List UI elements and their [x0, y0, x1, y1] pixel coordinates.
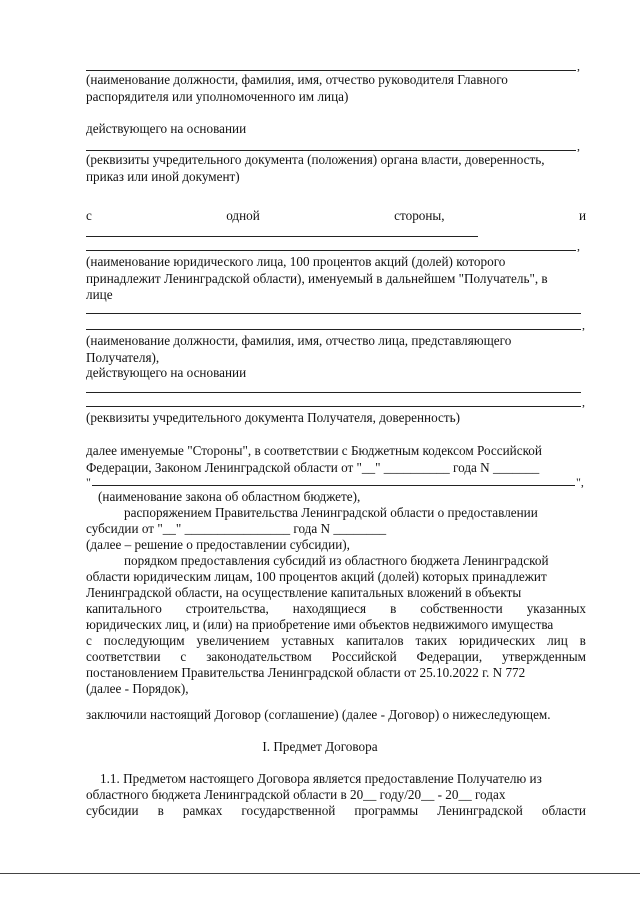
- word: в: [157, 803, 164, 818]
- word: и: [578, 208, 586, 223]
- quote-mark: ",: [576, 475, 584, 489]
- signature-line: [86, 406, 581, 407]
- word: последующим: [103, 633, 185, 648]
- quote-mark: ": [86, 475, 91, 489]
- word: таких: [415, 633, 448, 648]
- comma-mark: ,: [582, 395, 585, 409]
- text-line: постановлением Правительства Ленинградской области от 25.10.2022 г. N 772: [86, 665, 526, 680]
- text-line: субсидии от "__" ________________ года N ________: [86, 521, 387, 536]
- comma-mark: ,: [577, 59, 580, 73]
- text-line: (наименование юридического лица, 100 процентов акций (долей) которого: [86, 254, 506, 269]
- signature-line: [86, 329, 581, 330]
- text-line: Ленинградской области, на осуществление капитальных вложений в объекты: [86, 585, 522, 600]
- word: находящиеся: [292, 601, 367, 616]
- word: капитального: [86, 601, 162, 616]
- signature-line: [92, 485, 575, 486]
- text-line: (реквизиты учредительного документа (положения) органа власти, доверенность,: [86, 152, 545, 167]
- word: в: [390, 601, 397, 616]
- text-line: (далее – решение о предоставлении субсидии),: [86, 537, 350, 552]
- word: увеличением: [196, 633, 270, 648]
- word: строительства,: [185, 601, 269, 616]
- text-line: принадлежит Ленинградской области), именуемый в дальнейшем "Получатель", в: [86, 271, 548, 286]
- justified-line: [86, 648, 586, 665]
- text-line: 1.1. Предметом настоящего Договора является предоставление Получателю из: [100, 771, 542, 786]
- word: стороны,: [394, 208, 445, 223]
- page-edge-rule: [0, 873, 640, 874]
- text-line: Получателя),: [86, 350, 160, 365]
- text-line: (наименование должности, фамилия, имя, отчество лица, представляющего: [86, 333, 512, 348]
- text-line: действующего на основании: [86, 365, 247, 380]
- word: с: [180, 649, 187, 664]
- signature-line: [86, 250, 576, 251]
- word: уставных: [281, 633, 335, 648]
- text-line: (наименование закона об областном бюджете),: [98, 489, 361, 504]
- justified-line: [86, 600, 586, 617]
- justified-line: [86, 207, 586, 224]
- text-line: порядком предоставления субсидий из областного бюджета Ленинградской: [124, 553, 549, 568]
- justified-line: [86, 802, 586, 819]
- word: рамках: [182, 803, 223, 818]
- signature-line: [86, 313, 581, 314]
- text-line: (реквизиты учредительного документа Получателя, доверенность): [86, 410, 461, 425]
- word: государственной: [241, 803, 336, 818]
- word: с: [86, 633, 92, 648]
- word: программы: [354, 803, 419, 818]
- comma-mark: ,: [582, 318, 585, 332]
- word: одной: [226, 208, 260, 223]
- text-line: (далее - Порядок),: [86, 681, 189, 696]
- text-line: распоряжением Правительства Ленинградской области о предоставлении: [124, 505, 538, 520]
- word: в: [579, 633, 586, 648]
- word: указанных: [526, 601, 586, 616]
- word: области: [541, 803, 586, 818]
- word: лиц: [547, 633, 568, 648]
- text-line: приказ или иной документ): [86, 169, 240, 184]
- text-line: далее именуемые "Стороны", в соответствии с Бюджетным кодексом Российской: [86, 443, 542, 458]
- word: субсидии: [86, 803, 139, 818]
- signature-line: [86, 236, 478, 237]
- justified-line: [86, 632, 586, 649]
- word: законодательством: [206, 649, 312, 664]
- word: соответствии: [86, 649, 161, 664]
- text-line: заключили настоящий Договор (соглашение) (далее - Договор) о нижеследующем.: [86, 707, 551, 722]
- comma-mark: ,: [577, 139, 580, 153]
- word: юридических: [459, 633, 536, 648]
- word: Российской: [331, 649, 397, 664]
- text-line: юридических лиц, и (или) на приобретение ими объектов недвижимого имущества: [86, 617, 554, 632]
- word: Федерации,: [416, 649, 483, 664]
- word: Ленинградской: [437, 803, 523, 818]
- signature-line: [86, 392, 581, 393]
- text-line: распорядителя или уполномоченного им лица): [86, 89, 349, 104]
- word: собственности: [420, 601, 503, 616]
- text-line: Федерации, Законом Ленинградской области от "__" __________ года N _______: [86, 460, 540, 475]
- comma-mark: ,: [577, 239, 580, 253]
- word: с: [86, 208, 92, 223]
- text-line: действующего на основании: [86, 121, 247, 136]
- text-line: областного бюджета Ленинградской области в 20__ году/20__ - 20__ годах: [86, 787, 506, 802]
- word: утвержденным: [502, 649, 586, 664]
- section-heading: I. Предмет Договора: [262, 739, 378, 754]
- text-line: лице: [86, 287, 113, 302]
- word: капиталов: [346, 633, 404, 648]
- text-line: (наименование должности, фамилия, имя, отчество руководителя Главного: [86, 72, 508, 87]
- text-line: области юридическим лицам, 100 процентов акций (долей) которых принадлежит: [86, 569, 547, 584]
